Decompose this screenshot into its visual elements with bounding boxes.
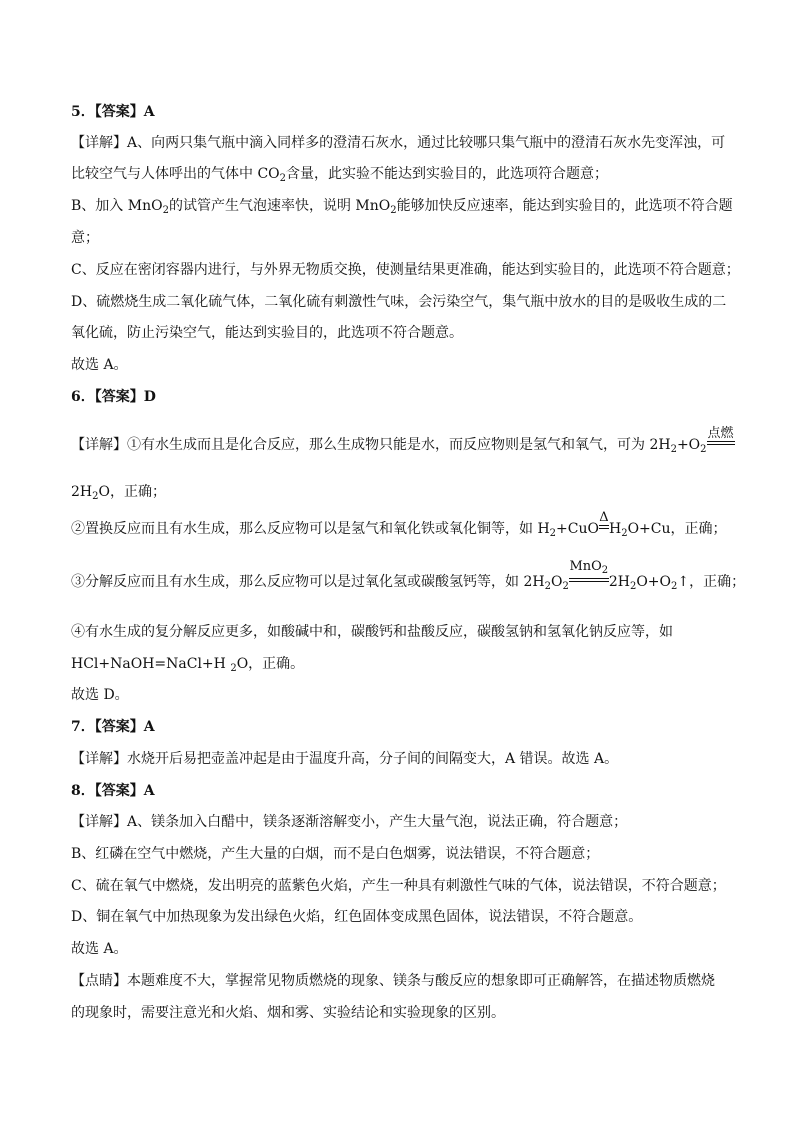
q6-item-2: ②置换反应而且有水生成，那么反应物可以是氢气和氧化铁或氧化铜等，如 $H_2+CuO$ Δ $H_2O+Cu$，正确； xyxy=(71,510,727,539)
q5-explanation-line-1: 【详解】A、向两只集气瓶中滴入同样多的澄清石灰水，通过比较哪只集气瓶中的澄清石灰水先变浑浊，可 xyxy=(71,135,726,151)
q8-key-point-line-1: 【点睛】本题难度不大，掌握常见物质燃烧的现象、镁条与酸反应的想象即可正确解答，在描述物质燃烧 xyxy=(71,973,715,989)
q8-explanation-line-2: B、红磷在空气中燃烧，产生大量的白烟，而不是白色烟雾，说法错误，不符合题意； xyxy=(71,846,600,862)
q5-explanation-line-5: C、反应在密闭容器内进行，与外界无物质交换，使测量结果更准确，能达到实验目的，此选项不符合题意； xyxy=(71,262,740,278)
q8-answer-heading: 8．【答案】A xyxy=(71,783,155,799)
q5-answer-heading: 5．【答案】A xyxy=(71,104,155,120)
q5-explanation-line-2: 比较空气与人体呼出的气体中 $CO_2$含量，此实验不能达到实验目的，此选项符合题意； xyxy=(71,166,609,184)
q8-explanation-line-3: C、硫在氧气中燃烧，发出明亮的蓝紫色火焰，产生一种具有刺激性气味的气体，说法错误，不符合题意； xyxy=(71,878,726,894)
q5-explanation-line-6: D、硫燃烧生成二氧化硫气体，二氧化硫有刺激性气味，会污染空气，集气瓶中放水的目的是吸收生成的二 xyxy=(71,294,727,310)
q8-explanation-line-4: D、铜在氧气中加热现象为发出绿色火焰，红色固体变成黑色固体，说法错误，不符合题意。 xyxy=(71,909,643,925)
q6-item-1-product: $2H_2O$，正确； xyxy=(71,484,166,502)
q5-explanation-line-7: 氧化硫，防止污染空气，能达到实验目的，此选项不符合题意。 xyxy=(71,325,463,341)
q6-item-1: 【详解】①有水生成而且是化合反应，那么生成物只能是水，而反应物则是氢气和氧气，可为 $2H_2+O_2$ 点燃 xyxy=(71,426,734,455)
condition-catalyst: MnO$_2$ xyxy=(569,573,609,591)
q8-explanation-line-1: 【详解】A、镁条加入白醋中，镁条逐渐溶解变小，产生大量气泡，说法正确，符合题意； xyxy=(71,814,628,830)
q6-item-3: ③分解反应而且有水生成，那么反应物可以是过氧化氢或碳酸氢钙等，如 $2H_2O_2$ MnO$_2$ $2H_2O+O_2↑$，正确； xyxy=(71,559,746,592)
q6-item-4: ④有水生成的复分解反应更多，如酸碱中和，碳酸钙和盐酸反应，碳酸氢钠和氢氧化钠反应等，如 xyxy=(71,624,673,640)
q6-item-4-equation: HCl+NaOH=NaCl+H $_2$O，正确。 xyxy=(71,656,305,674)
q8-key-point-line-2: 的现象时，需要注意光和火焰、烟和雾、实验结论和实验现象的区别。 xyxy=(71,1005,505,1021)
condition-ignite: 点燃 xyxy=(707,436,735,454)
q5-conclusion: 故选 A。 xyxy=(71,357,128,373)
q6-conclusion: 故选 D。 xyxy=(71,687,129,703)
condition-heat: Δ xyxy=(599,520,609,538)
q8-conclusion: 故选 A。 xyxy=(71,941,128,957)
q5-explanation-line-3: B、加入 MnO$_2$的试管产生气泡速率快，说明 MnO$_2$能够加快反应速率，能达到实验目的，此选项不符合题 xyxy=(71,198,733,216)
q5-explanation-line-4: 意； xyxy=(71,230,99,246)
q6-answer-heading: 6．【答案】D xyxy=(71,389,156,405)
q7-answer-heading: 7．【答案】A xyxy=(71,719,155,735)
q7-explanation: 【详解】水烧开后易把壶盖冲起是由于温度升高，分子间的间隔变大，A 错误。故选 A。 xyxy=(71,751,619,767)
